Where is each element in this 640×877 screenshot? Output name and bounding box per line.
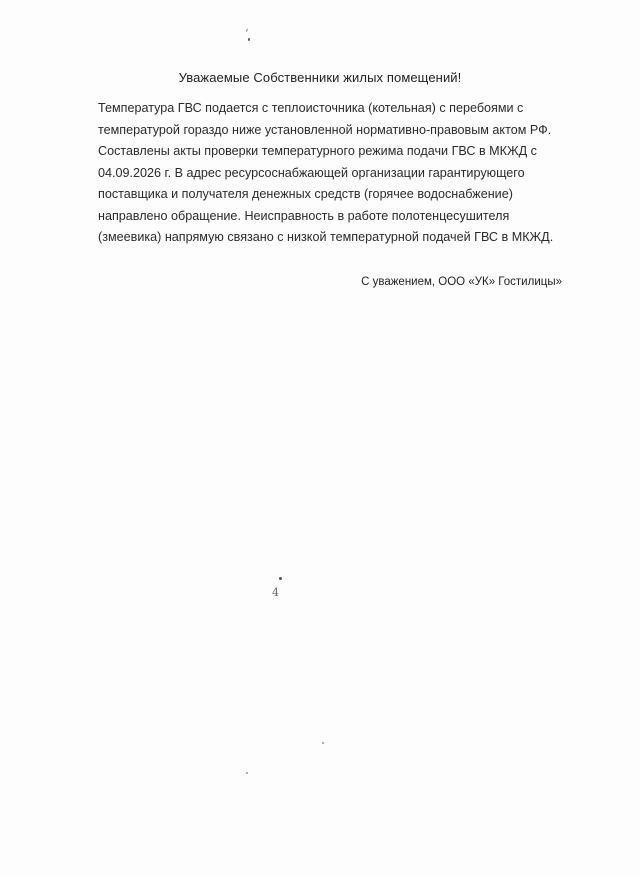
- letter-signature: С уважением, ООО «УК» Гостилицы»: [361, 276, 562, 288]
- scan-artifact-mark: ʻ: [245, 27, 249, 40]
- scan-speck: [248, 38, 250, 41]
- letter-body-line: направлено обращение. Неисправность в работе полотенцесушителя: [98, 208, 510, 223]
- letter-body: [98, 98, 576, 249]
- scan-speck: [322, 742, 324, 744]
- scan-artifact-mark: 4: [272, 586, 279, 599]
- letter-body-line: температурой гораздо ниже установленной нормативно-правовым актом РФ.: [98, 122, 552, 137]
- letter-body-line: поставщика и получателя денежных средств (горячее водоснабжение): [98, 187, 513, 201]
- letter-heading: Уважаемые Собственники жилых помещений!: [178, 70, 462, 85]
- scan-speck: [279, 577, 282, 580]
- letter-body-line: 04.09.2026 г. В адрес ресурсоснабжающей организации гарантирующего: [98, 165, 525, 180]
- letter-body-line: Температура ГВС подается с теплоисточника (котельная) с перебоями с: [98, 101, 524, 115]
- letter-body-line: (змеевика) напрямую связано с низкой температурной подачей ГВС в МКЖД.: [98, 230, 554, 244]
- letter-body-line: Составлены акты проверки температурного режима подачи ГВС в МКЖД с: [98, 144, 537, 158]
- scan-speck: [246, 772, 248, 774]
